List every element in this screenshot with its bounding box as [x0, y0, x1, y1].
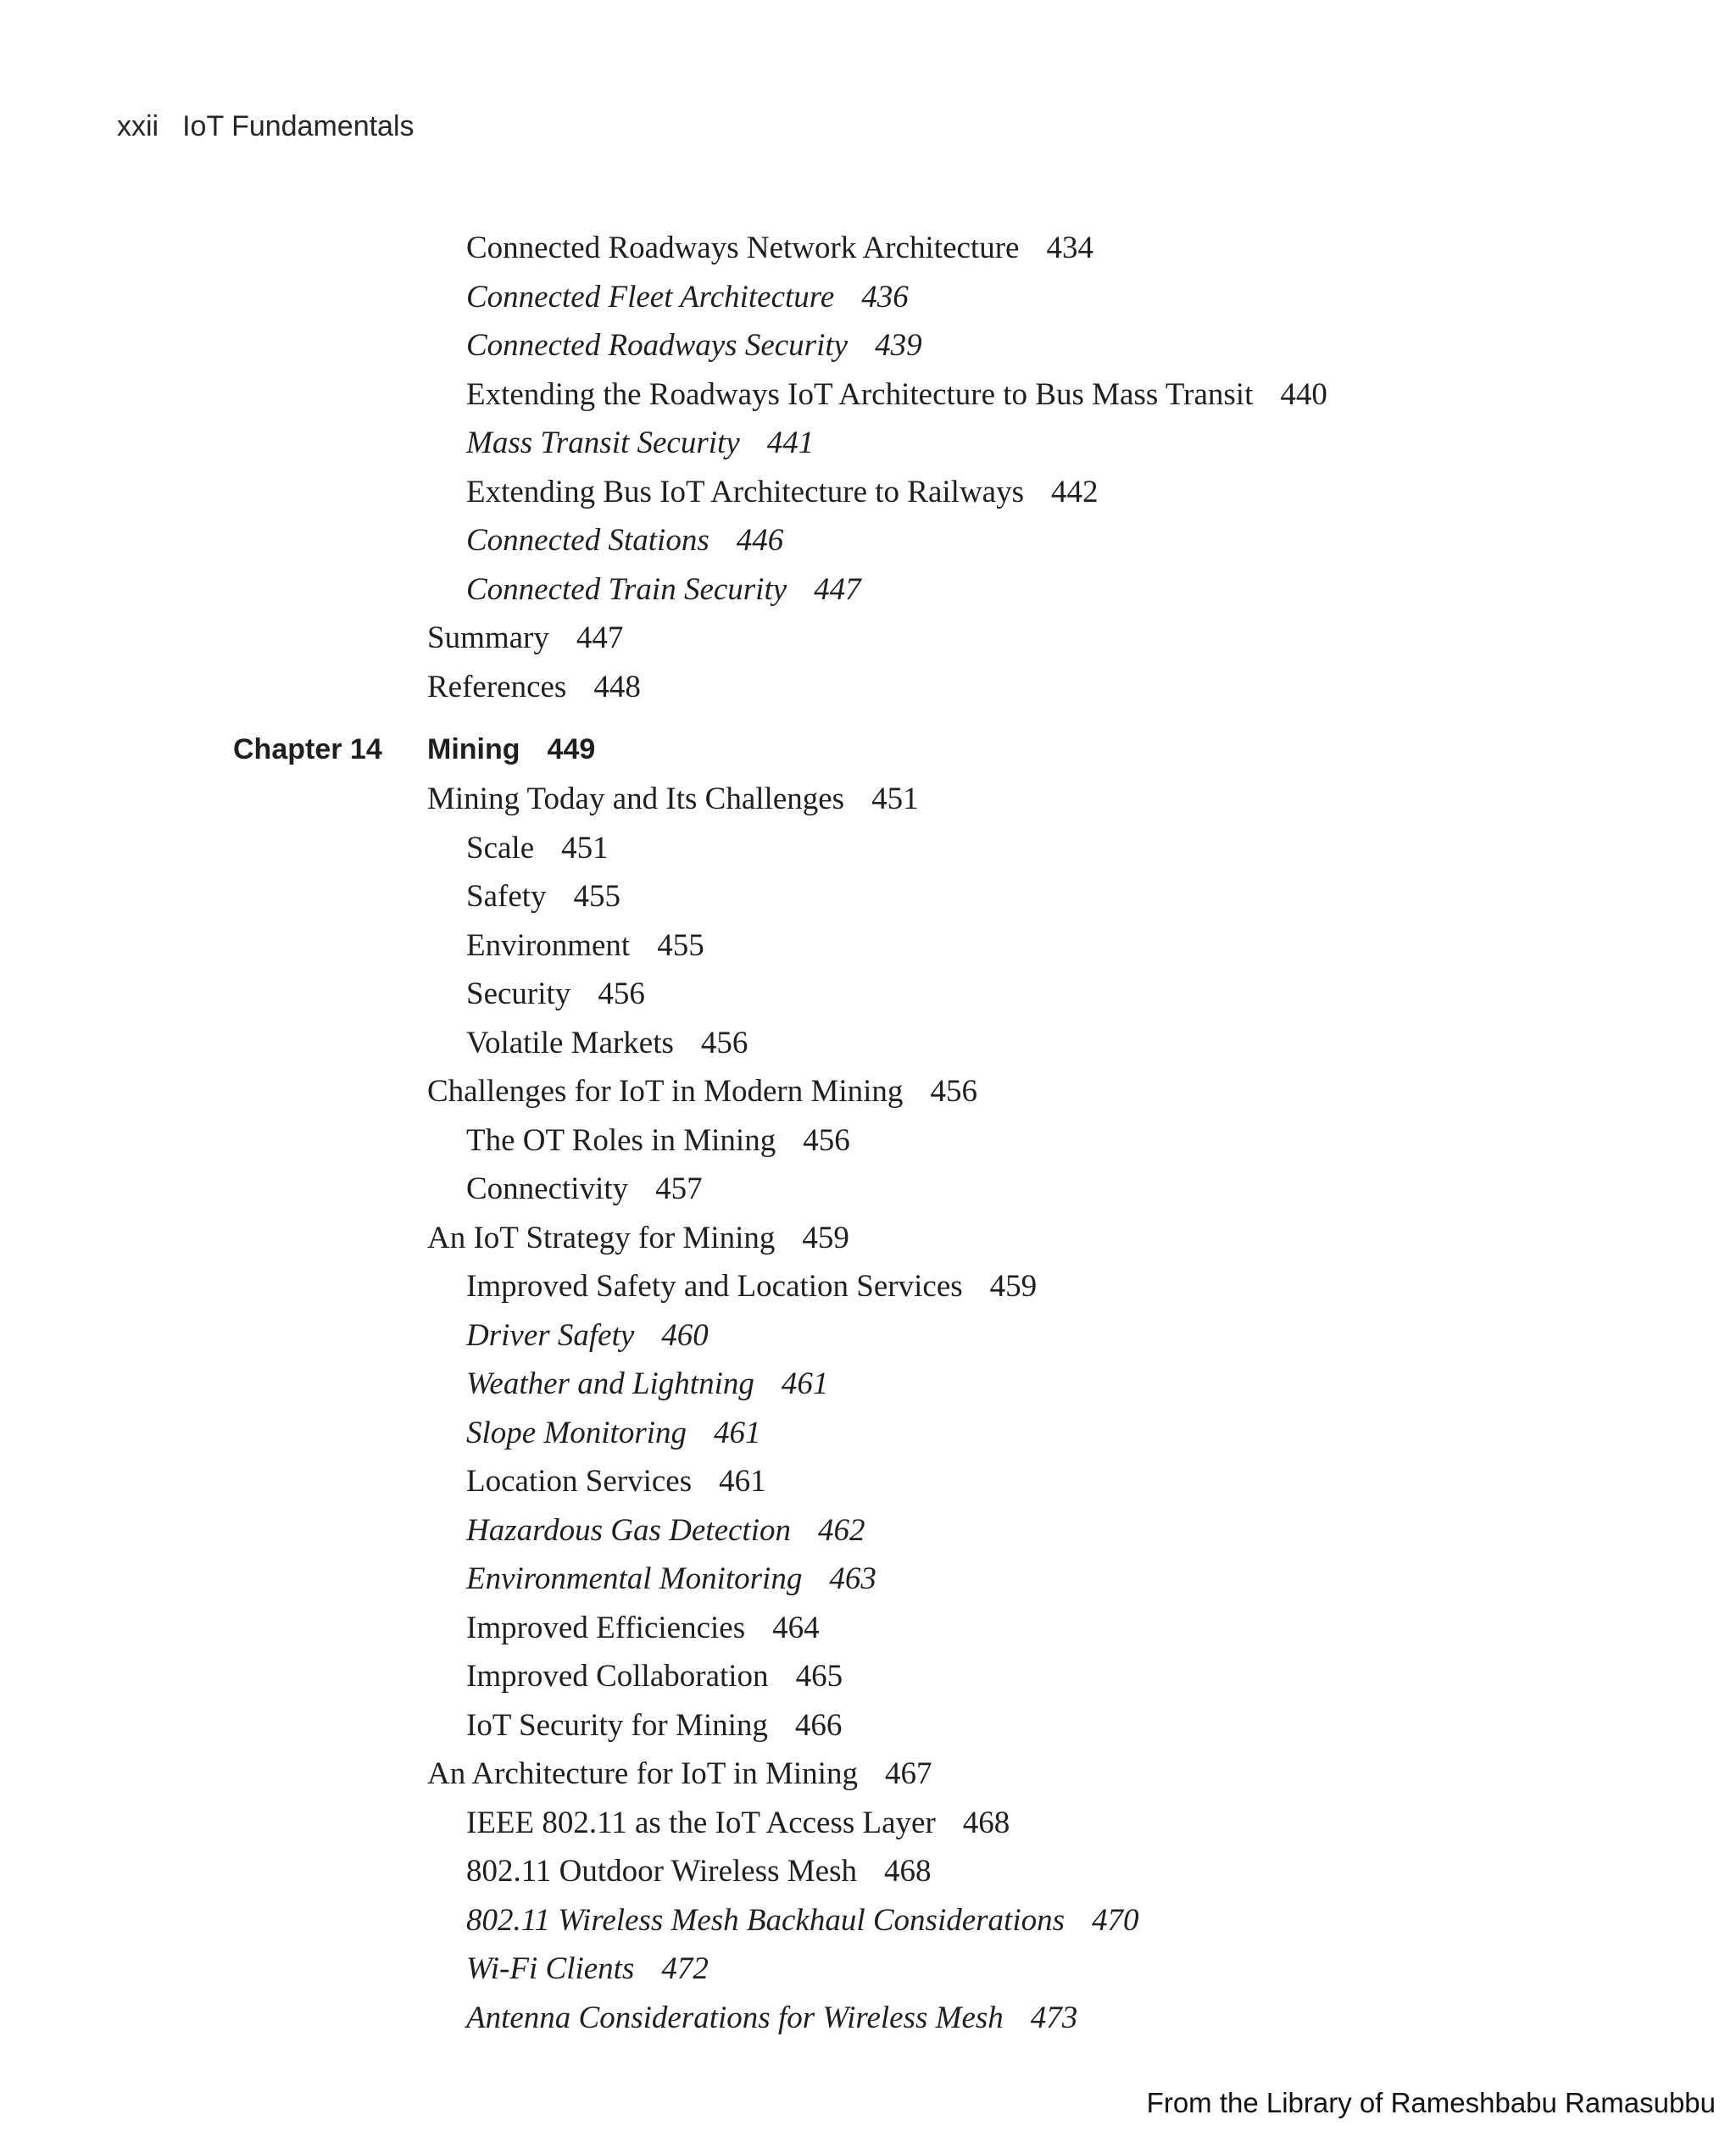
toc-entry	[0, 1067, 1736, 1116]
toc-entry-page: 464	[772, 1610, 820, 1645]
toc-entry	[0, 224, 1736, 273]
toc-entry-title: Security	[466, 977, 571, 1011]
toc-entry-title: Safety	[466, 879, 547, 914]
toc-entry-title: Improved Efficiencies	[466, 1610, 746, 1645]
toc-entry-title: Extending Bus IoT Architecture to Railways	[466, 474, 1024, 509]
toc-entry-page: 455	[657, 927, 704, 963]
book-title: IoT Fundamentals	[182, 110, 415, 142]
toc-entry	[0, 1457, 1736, 1506]
toc-entry	[0, 419, 1736, 468]
toc-entry	[0, 516, 1736, 565]
toc-entry-page: 460	[661, 1317, 709, 1353]
toc-entry-title: An Architecture for IoT in Mining	[427, 1756, 858, 1791]
toc-entry-page: 442	[1051, 474, 1099, 509]
toc-entry-page: 448	[593, 669, 641, 704]
toc-entry-page: 472	[661, 1951, 709, 1986]
chapter-heading	[0, 711, 1736, 775]
page-folio: xxii	[117, 110, 159, 142]
toc-entry-page: 457	[655, 1171, 703, 1206]
toc-entry-title: Antenna Considerations for Wireless Mesh	[466, 2000, 1004, 2035]
toc-entry-title: Summary	[427, 620, 549, 655]
toc-entry-title: Weather and Lightning	[466, 1366, 754, 1401]
toc-entry-title: An IoT Strategy for Mining	[427, 1220, 776, 1255]
toc-entry-title: IEEE 802.11 as the IoT Access Layer	[466, 1805, 936, 1840]
toc-entry	[0, 1945, 1736, 1994]
toc-entry	[0, 321, 1736, 370]
toc-entry-title: Hazardous Gas Detection	[466, 1512, 791, 1548]
toc-entry-page: 440	[1280, 376, 1327, 412]
toc-entry-title: The OT Roles in Mining	[466, 1122, 776, 1158]
toc-entry	[0, 921, 1736, 971]
toc-entry-title: Location Services	[466, 1464, 693, 1499]
toc-entry	[0, 1506, 1736, 1555]
chapter-title: Mining	[427, 733, 520, 765]
toc-entry	[0, 273, 1736, 322]
toc-entry-page: 447	[814, 571, 861, 607]
toc-entry-page: 459	[802, 1220, 849, 1255]
toc-entry	[0, 1409, 1736, 1458]
chapter-number: Chapter 14	[233, 733, 382, 765]
toc-entry	[0, 1604, 1736, 1653]
library-footer: From the Library of Rameshbabu Ramasubbu	[1146, 2087, 1716, 2118]
toc-entry-page: 465	[795, 1659, 843, 1694]
toc-entries-after	[0, 775, 1736, 2042]
toc-entry	[0, 663, 1736, 712]
toc-entry	[0, 1116, 1736, 1166]
table-of-contents	[0, 224, 1736, 2042]
toc-entry	[0, 1750, 1736, 1799]
toc-entry-title: Volatile Markets	[466, 1025, 674, 1060]
toc-entry-title: Improved Safety and Location Services	[466, 1269, 963, 1304]
toc-entry	[0, 1019, 1736, 1068]
toc-entry-page: 461	[719, 1464, 766, 1499]
toc-entry-page: 439	[875, 328, 922, 363]
toc-entry-title: References	[427, 669, 567, 704]
toc-entry-page: 456	[930, 1074, 977, 1109]
toc-entry-page: 456	[803, 1122, 850, 1158]
toc-entry-page: 462	[818, 1512, 865, 1548]
toc-entry	[0, 370, 1736, 420]
toc-entry-title: Scale	[466, 830, 535, 865]
toc-entry-title: Environment	[466, 927, 631, 963]
toc-entry	[0, 1847, 1736, 1896]
toc-entry-page: 468	[883, 1854, 932, 1889]
toc-entry	[0, 614, 1736, 663]
toc-entry	[0, 1652, 1736, 1701]
toc-entry-title: Extending the Roadways IoT Architecture to Bus Mass Transit	[466, 376, 1254, 412]
toc-entry-page: 459	[989, 1269, 1038, 1304]
toc-entry	[0, 824, 1736, 873]
toc-entry-page: 463	[829, 1561, 876, 1596]
toc-entry-page: 456	[700, 1025, 748, 1060]
toc-entry-title: 802.11 Wireless Mesh Backhaul Considerations	[466, 1902, 1066, 1938]
toc-entry-title: Challenges for IoT in Modern Mining	[427, 1074, 904, 1109]
toc-entry	[0, 1165, 1736, 1214]
toc-entry-page: 451	[561, 830, 609, 865]
toc-entry-title: IoT Security for Mining	[466, 1707, 768, 1743]
toc-entry	[0, 1214, 1736, 1263]
toc-entry	[0, 1799, 1736, 1848]
toc-entry-title: Improved Collaboration	[466, 1659, 769, 1694]
toc-entry-title: 802.11 Outdoor Wireless Mesh	[466, 1854, 857, 1889]
toc-entry-title: Connected Stations	[466, 523, 709, 558]
chapter-page: 449	[547, 733, 596, 765]
toc-entry-title: Connectivity	[466, 1171, 629, 1206]
toc-entry-page: 470	[1092, 1902, 1139, 1938]
toc-entry	[0, 1555, 1736, 1604]
toc-entry-title: Connected Roadways Security	[466, 328, 849, 363]
toc-entry-title: Connected Fleet Architecture	[466, 279, 835, 314]
toc-entry-page: 441	[766, 426, 815, 460]
toc-entry	[0, 872, 1736, 921]
toc-entry-title: Mass Transit Security	[466, 426, 740, 460]
toc-entry	[0, 1994, 1736, 2043]
toc-entry	[0, 775, 1736, 824]
toc-entry-page: 461	[714, 1415, 761, 1450]
toc-entry-title: Driver Safety	[466, 1317, 635, 1353]
toc-entry-page: 456	[598, 977, 645, 1011]
toc-entry-title: Wi-Fi Clients	[466, 1951, 635, 1986]
toc-entry-page: 466	[794, 1707, 843, 1743]
toc-entry	[0, 1311, 1736, 1361]
toc-entry	[0, 1896, 1736, 1945]
toc-entry-page: 436	[861, 279, 909, 314]
toc-entry	[0, 468, 1736, 517]
toc-entry	[0, 1701, 1736, 1750]
toc-entry-title: Mining Today and Its Challenges	[427, 782, 845, 816]
toc-entry-title: Environmental Monitoring	[466, 1561, 803, 1596]
toc-entry	[0, 1262, 1736, 1311]
toc-entry-page: 461	[781, 1366, 829, 1401]
toc-entry	[0, 970, 1736, 1019]
toc-entry-page: 451	[871, 782, 919, 816]
toc-entry	[0, 565, 1736, 615]
toc-entry-page: 434	[1046, 231, 1093, 265]
toc-entry-title: Connected Roadways Network Architecture	[466, 231, 1020, 265]
toc-entry-page: 468	[962, 1805, 1010, 1840]
toc-entry-page: 455	[573, 879, 621, 914]
toc-entry	[0, 1360, 1736, 1409]
toc-entry-page: 473	[1030, 2000, 1078, 2035]
toc-entry-page: 446	[736, 523, 784, 558]
toc-entry-title: Slope Monitoring	[466, 1415, 687, 1450]
toc-entry-page: 467	[884, 1756, 932, 1791]
toc-entry-title: Connected Train Security	[466, 571, 787, 607]
toc-entries-before	[0, 224, 1736, 711]
running-head	[117, 110, 415, 143]
toc-entry-page: 447	[576, 620, 624, 655]
